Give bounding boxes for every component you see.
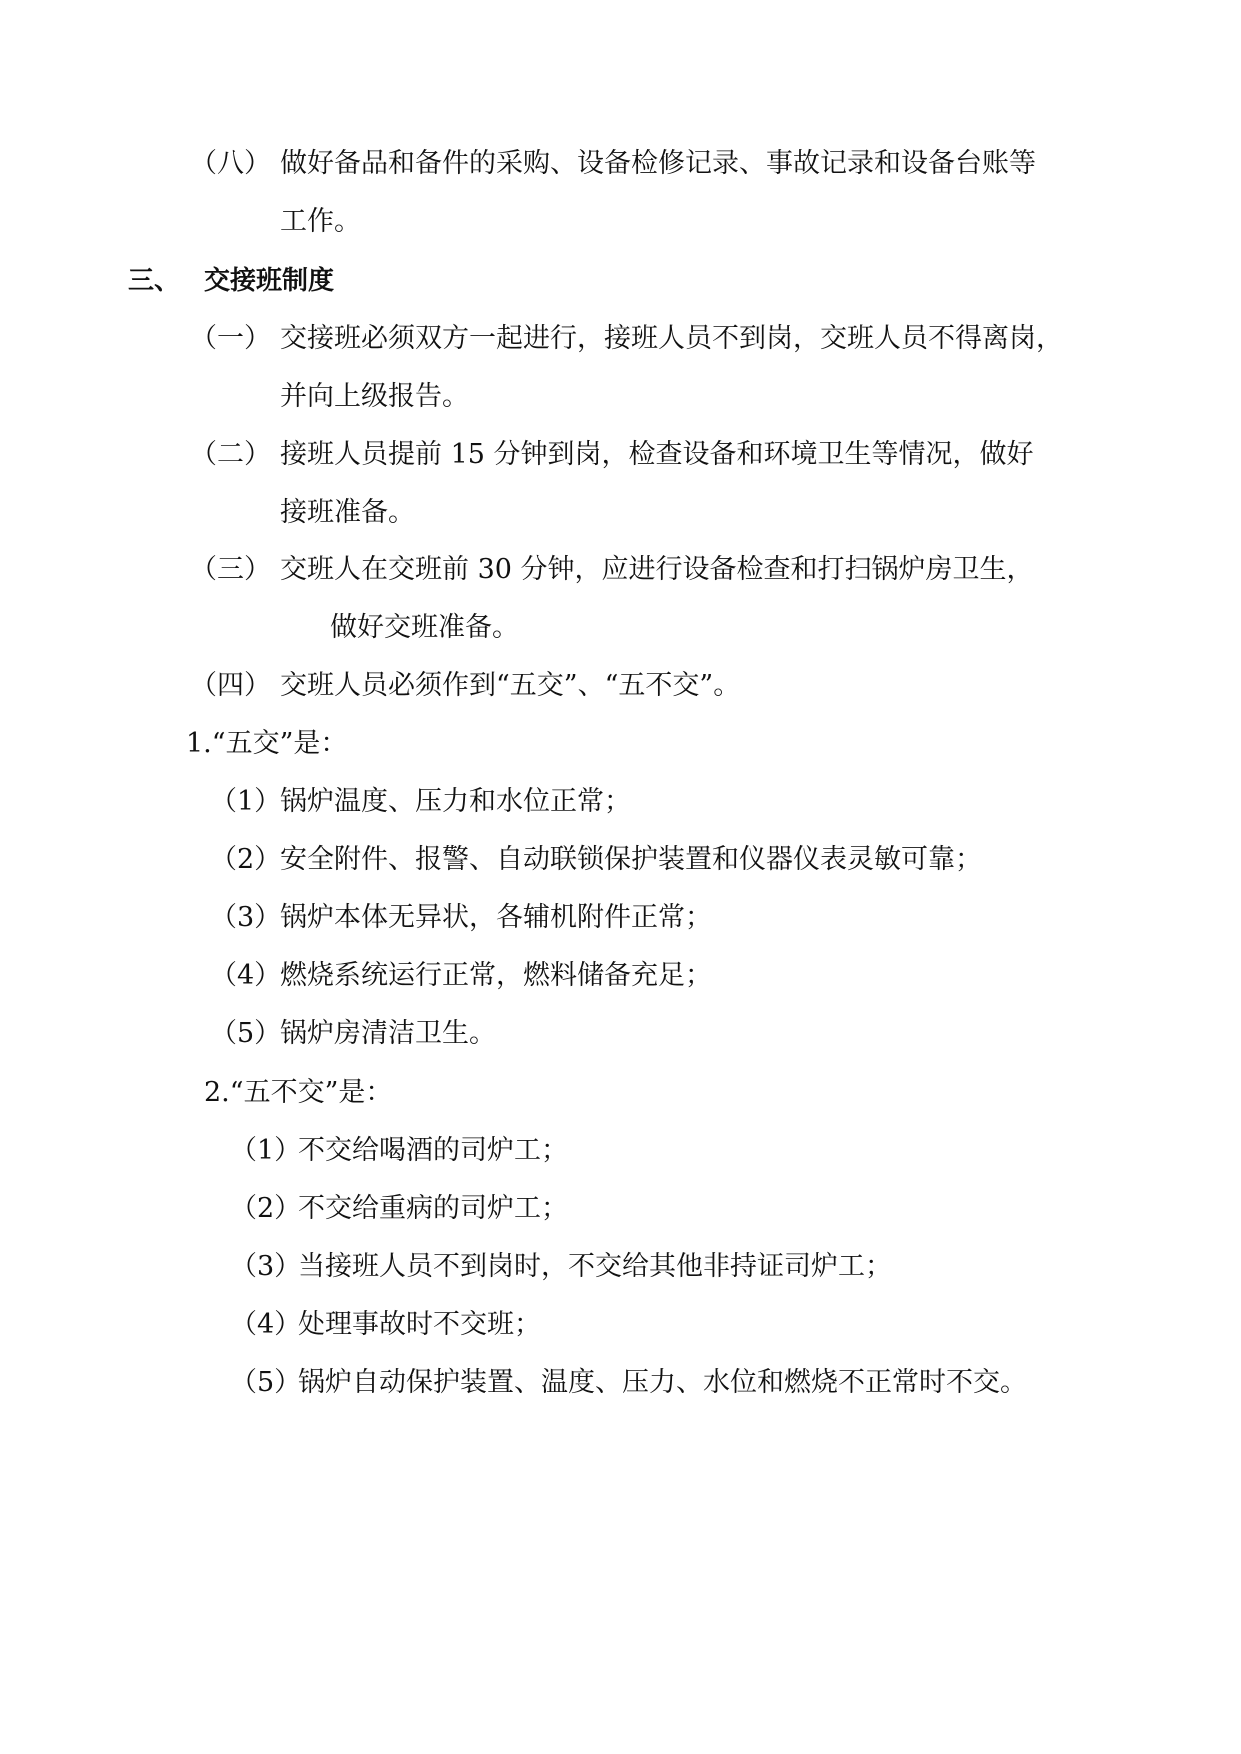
item-marker: （1） xyxy=(210,786,282,817)
subheading: 2.“五不交”是： xyxy=(204,1077,393,1108)
item-marker: （3） xyxy=(230,1251,302,1282)
item-marker: （2） xyxy=(210,844,282,875)
paragraph-continuation: 做好交班准备。 xyxy=(330,612,519,643)
item-marker: （1） xyxy=(230,1135,302,1166)
paragraph-continuation: 工作。 xyxy=(280,206,361,237)
paragraph-text: 交接班必须双方一起进行，接班人员不到岗，交班人员不得离岗， xyxy=(280,323,1063,354)
paragraph-continuation: 并向上级报告。 xyxy=(280,381,469,412)
item-marker: （2） xyxy=(230,1193,302,1224)
item-marker: （4） xyxy=(210,960,282,991)
list-item: 当接班人员不到岗时，不交给其他非持证司炉工； xyxy=(298,1251,892,1282)
item-marker: （一） xyxy=(190,323,271,354)
paragraph-continuation: 接班准备。 xyxy=(280,497,415,528)
paragraph-text: 接班人员提前 15 分钟到岗，检查设备和环境卫生等情况，做好 xyxy=(280,439,1034,470)
paragraph-text: 交班人在交班前 30 分钟，应进行设备检查和打扫锅炉房卫生， xyxy=(280,554,1034,585)
item-marker: （四） xyxy=(190,670,271,701)
item-marker: （3） xyxy=(210,902,282,933)
list-item: 燃烧系统运行正常，燃料储备充足； xyxy=(280,960,712,991)
list-item: 不交给喝酒的司炉工； xyxy=(298,1135,568,1166)
list-item: 安全附件、报警、自动联锁保护装置和仪器仪表灵敏可靠； xyxy=(280,844,982,875)
paragraph-text: 做好备品和备件的采购、设备检修记录、事故记录和设备台账等 xyxy=(280,148,1036,179)
list-item: 不交给重病的司炉工； xyxy=(298,1193,568,1224)
list-item: 锅炉本体无异状，各辅机附件正常； xyxy=(280,902,712,933)
item-marker: （5） xyxy=(210,1018,282,1049)
subheading: 1.“五交”是： xyxy=(186,728,348,759)
list-item: 锅炉自动保护装置、温度、压力、水位和燃烧不正常时不交。 xyxy=(298,1367,1027,1398)
item-marker: （5） xyxy=(230,1367,302,1398)
list-item: 锅炉温度、压力和水位正常； xyxy=(280,786,631,817)
item-marker: （二） xyxy=(190,439,271,470)
list-item: 处理事故时不交班； xyxy=(298,1309,541,1340)
item-marker: （八） xyxy=(190,148,271,179)
item-marker: （4） xyxy=(230,1309,302,1340)
item-marker: （三） xyxy=(190,554,271,585)
section-title: 交接班制度 xyxy=(204,266,335,296)
section-number: 三、 xyxy=(128,266,181,296)
paragraph-text: 交班人员必须作到“五交”、“五不交”。 xyxy=(280,670,741,701)
list-item: 锅炉房清洁卫生。 xyxy=(280,1018,496,1049)
